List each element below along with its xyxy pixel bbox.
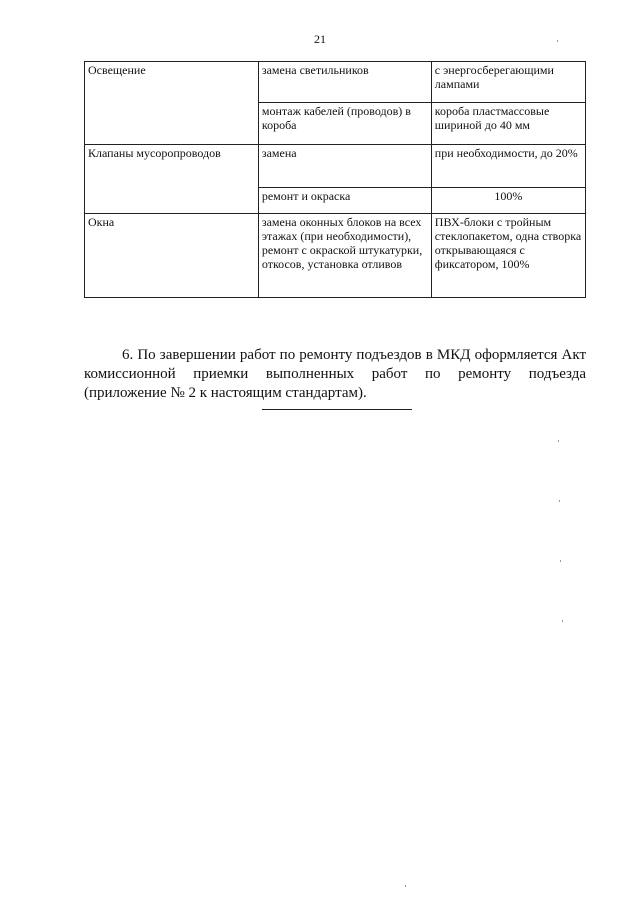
- spec-cell: короба пластмассовые шириной до 40 мм: [431, 103, 585, 145]
- page-number: 21: [314, 32, 326, 46]
- body-paragraph: 6. По завершении работ по ремонту подъездов в МКД оформляется Акт комиссионной приемки выполненных работ по ремонту подъезда (приложение № 2 к настоящим стандартам).: [84, 347, 586, 401]
- spec-cell: с энергосберегающими лампами: [431, 62, 585, 103]
- category-cell: Освещение: [85, 62, 259, 145]
- end-divider-line: [262, 409, 412, 410]
- work-cell: монтаж кабелей (проводов) в короба: [258, 103, 431, 145]
- repair-standards-table: [84, 61, 586, 298]
- scan-speck: [562, 620, 563, 622]
- category-cell: Окна: [85, 214, 259, 298]
- work-cell: замена оконных блоков на всех этажах (при необходимости), ремонт с окраской штукатурки, откосов, установка отливов: [258, 214, 431, 298]
- spec-cell: при необходимости, до 20%: [431, 145, 585, 188]
- category-cell: Клапаны мусоропроводов: [85, 145, 259, 214]
- scan-speck: [560, 560, 561, 562]
- work-cell: замена: [258, 145, 431, 188]
- work-cell: замена светильников: [258, 62, 431, 103]
- scan-speck: [559, 500, 560, 502]
- table-row: [85, 214, 586, 298]
- table-row: [85, 145, 586, 188]
- table-row: [85, 62, 586, 103]
- scan-speck: [557, 40, 558, 42]
- scan-speck: [405, 885, 406, 887]
- spec-cell: ПВХ-блоки с тройным стеклопакетом, одна створка открывающаяся с фиксатором, 100%: [431, 214, 585, 298]
- work-cell: ремонт и окраска: [258, 188, 431, 214]
- spec-cell: 100%: [431, 188, 585, 214]
- scan-speck: [558, 440, 559, 442]
